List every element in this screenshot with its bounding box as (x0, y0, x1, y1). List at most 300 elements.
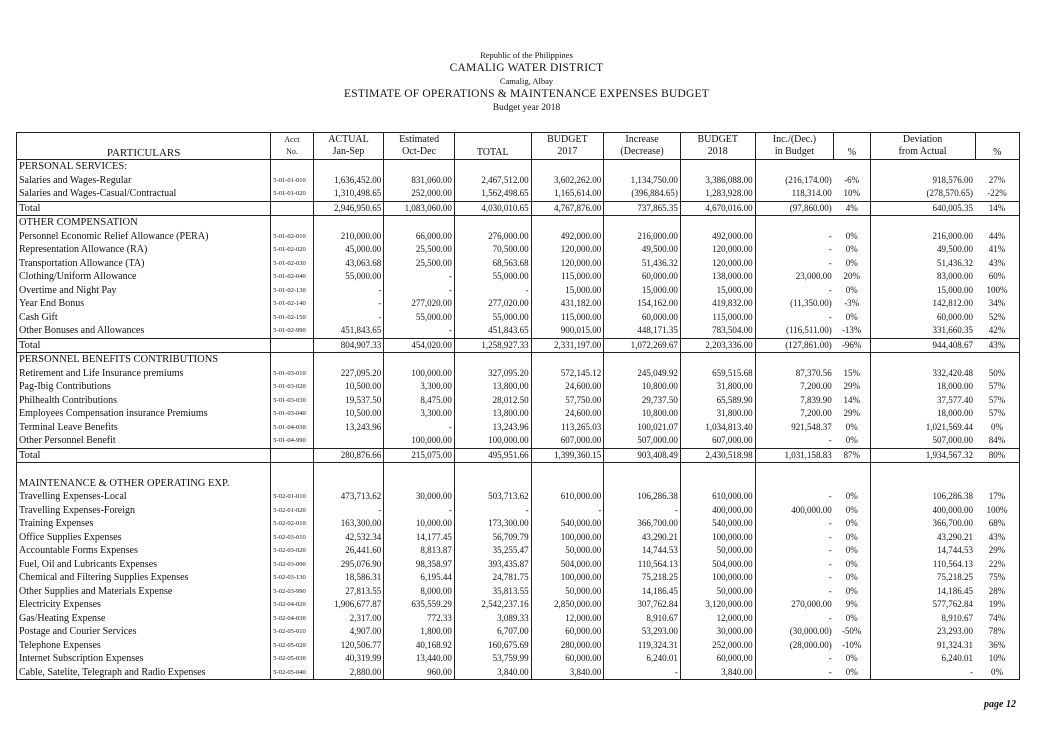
table-row (17, 284, 1020, 298)
pct2-cell: -22% (987, 188, 1007, 198)
table-row (17, 652, 1020, 666)
table-row (17, 174, 1020, 188)
estimated-cell (384, 477, 455, 491)
table-row (17, 434, 1020, 448)
table-row (17, 585, 1020, 599)
total-cell: 13,800.00 (454, 407, 531, 421)
estimated-cell: 55,000.00 (384, 311, 455, 325)
actual-cell: - (313, 297, 384, 311)
actual-cell: 27,813.55 (313, 585, 384, 599)
increase-cell: (396,884.65) (604, 187, 681, 201)
inc-dec-cell: (116,511.00) (785, 325, 832, 335)
pct-cell: 0% (834, 544, 870, 558)
increase-cell: 154,162.00 (604, 297, 681, 311)
pct2-cell: 75% (988, 572, 1006, 582)
deviation-cell: - (970, 666, 974, 677)
table-row (17, 490, 1020, 504)
pct2-cell: 19% (988, 599, 1006, 609)
budget-2017-cell: 1,165,614.00 (531, 187, 604, 201)
actual-cell (313, 160, 384, 174)
budget-2018-cell: 607,000.00 (680, 434, 755, 448)
inc-dec-cell: - (828, 311, 832, 322)
pct-cell: 15% (834, 367, 870, 381)
pct2-cell (975, 160, 1019, 174)
pct-cell: 0% (834, 531, 870, 545)
table-row (17, 367, 1020, 381)
deviation-cell: 366,700.00 (932, 518, 974, 528)
total-cell: 2,467,512.00 (454, 174, 531, 188)
deviation-cell: 75,218.25 (937, 572, 974, 582)
pct2-cell: 14% (975, 201, 1019, 216)
estimated-cell: 772.33 (384, 612, 455, 626)
budget-2018-cell: 419,832.00 (680, 297, 755, 311)
actual-cell: 26,441.60 (313, 544, 384, 558)
pct-cell (834, 463, 870, 477)
estimated-cell: 25,500.00 (384, 243, 455, 257)
budget-2017-cell: 610,000.00 (531, 490, 604, 504)
estimated-cell: 8,000.00 (384, 585, 455, 599)
table-row (17, 531, 1020, 545)
pct2-cell: 36% (988, 639, 1006, 650)
budget-2018-cell: 50,000.00 (680, 544, 755, 558)
document-title: ESTIMATE OF OPERATIONS & MAINTENANCE EXPENSES BUDGET (344, 88, 709, 100)
budget-2017-cell: 4,767,876.00 (531, 201, 604, 216)
inc-dec-cell: - (828, 666, 832, 677)
estimated-cell: 30,000.00 (384, 490, 455, 504)
particulars-cell: PERSONNEL BENEFITS CONTRIBUTIONS (17, 353, 271, 367)
pct2-cell: 60% (988, 271, 1006, 281)
actual-cell: - (313, 284, 384, 298)
total-cell: 393,435.87 (454, 558, 531, 572)
pct2-cell: 44% (988, 230, 1006, 241)
actual-cell: 55,000.00 (313, 270, 384, 284)
inc-dec-cell: - (828, 435, 832, 445)
inc-dec-cell: - (828, 491, 832, 501)
acct-cell: 5-01-03-030 (271, 394, 313, 408)
total-cell (454, 353, 531, 367)
actual-cell (313, 216, 384, 230)
pct2-cell: 34% (988, 298, 1006, 308)
deviation-cell: 331,660.35 (932, 325, 974, 335)
inc-dec-cell: - (828, 572, 832, 582)
table-row (17, 324, 1020, 338)
total-cell: 2,542,237.16 (454, 598, 531, 612)
total-cell: 53,759.99 (454, 652, 531, 666)
pct-cell: -6% (834, 174, 870, 188)
table-row (17, 380, 1020, 394)
estimated-cell: 252,000.00 (384, 187, 455, 201)
col-budget-2018: BUDGET 2018 (680, 133, 755, 160)
table-row (17, 598, 1020, 612)
inc-dec-cell: - (828, 558, 832, 569)
district-name: CAMALIG WATER DISTRICT (449, 62, 604, 74)
particulars-cell: Other Supplies and Materials Expense (17, 585, 271, 599)
budget-2018-cell: 2,203,336.00 (680, 338, 755, 353)
budget-2017-cell: 24,600.00 (531, 407, 604, 421)
total-cell (454, 477, 531, 491)
increase-cell (604, 160, 681, 174)
acct-cell: 5-02-03-020 (271, 544, 313, 558)
total-cell: 327,095.20 (454, 367, 531, 381)
inc-dec-cell (755, 463, 834, 477)
section-row (17, 353, 1020, 367)
actual-cell: 13,243.96 (313, 421, 384, 435)
deviation-cell: 216,000.00 (932, 230, 974, 241)
pct2-cell: 28% (988, 585, 1006, 596)
actual-cell: 10,500.00 (313, 407, 384, 421)
particulars-cell: Retirement and Life Insurance premiums (17, 367, 271, 381)
budget-2017-cell: 120,000.00 (531, 243, 604, 257)
pct-cell: 0% (834, 504, 870, 518)
particulars-cell: Total (17, 338, 271, 353)
budget-2018-cell: 138,000.00 (680, 270, 755, 284)
particulars-cell: Travelling Expenses-Foreign (17, 504, 271, 518)
budget-2018-cell: 4,670,016.00 (680, 201, 755, 216)
table-row (17, 243, 1020, 257)
acct-cell: 5-01-01-010 (271, 174, 313, 188)
budget-2017-cell: 280,000.00 (531, 639, 604, 653)
particulars-cell: Salaries and Wages-Casual/Contractual (17, 187, 271, 201)
actual-cell: 2,946,950.65 (313, 201, 384, 216)
increase-cell: 307,762.84 (604, 598, 681, 612)
acct-cell: 5-01-02-990 (271, 324, 313, 338)
particulars-cell: Cash Gift (17, 311, 271, 325)
pct-cell: 0% (834, 434, 870, 448)
deviation-cell: 944,408.67 (870, 338, 975, 353)
pct-cell: 0% (834, 230, 870, 244)
pct-cell: 0% (834, 490, 870, 504)
inc-dec-cell: 7,200.00 (800, 381, 832, 391)
inc-dec-cell: - (828, 230, 832, 241)
budget-2018-cell: 50,000.00 (680, 585, 755, 599)
budget-2018-cell: 120,000.00 (680, 243, 755, 257)
total-cell: - (454, 284, 531, 298)
inc-dec-cell: - (828, 244, 832, 254)
particulars-cell: PERSONAL SERVICES: (17, 160, 271, 174)
estimated-cell (384, 216, 455, 230)
acct-cell: 5-02-03-090 (271, 558, 313, 572)
pct2-cell: 84% (988, 435, 1006, 445)
budget-2018-cell: 65,589.90 (680, 394, 755, 408)
estimated-cell: 277,020.00 (384, 297, 455, 311)
deviation-cell: 577,762.84 (932, 599, 974, 609)
deviation-cell: 15,000.00 (937, 284, 974, 295)
pct2-cell: 43% (988, 257, 1006, 268)
budget-2017-cell: 115,000.00 (531, 270, 604, 284)
particulars-cell: Accountable Forms Expenses (17, 544, 271, 558)
actual-cell: 1,906,677.87 (313, 598, 384, 612)
col-increase: Increase (Decrease) (604, 133, 681, 160)
budget-2017-cell: 572,145.12 (531, 367, 604, 381)
pct2-cell: 41% (988, 244, 1006, 254)
pct2-cell: 27% (988, 174, 1006, 185)
budget-2017-cell: 504,000.00 (531, 558, 604, 572)
budget-2018-cell: 100,000.00 (680, 571, 755, 585)
total-cell: 495,951.66 (454, 448, 531, 463)
pct-cell: 0% (834, 585, 870, 599)
increase-cell: 507,000.00 (604, 434, 681, 448)
particulars-cell: Personnel Economic Relief Allowance (PERA) (17, 230, 271, 244)
particulars-cell: Telephone Expenses (17, 639, 271, 653)
actual-cell: 2,317.00 (313, 612, 384, 626)
pct-cell: -96% (834, 338, 870, 353)
budget-2018-cell (680, 463, 755, 477)
increase-cell (604, 216, 681, 230)
pct-cell: -10% (834, 639, 870, 653)
estimated-cell: 100,000.00 (384, 434, 455, 448)
pct-cell: 29% (834, 380, 870, 394)
pct2-cell: 100% (986, 504, 1008, 515)
pct-cell: 0% (834, 257, 870, 271)
total-cell: 160,675.69 (454, 639, 531, 653)
pct2-cell: 52% (988, 311, 1006, 322)
estimated-cell: - (384, 324, 455, 338)
acct-cell: 5-01-03-020 (271, 380, 313, 394)
col-acct: Acct No. (271, 133, 313, 160)
budget-2017-cell: 120,000.00 (531, 257, 604, 271)
total-cell: 173,300.00 (454, 517, 531, 531)
document-header (0, 50, 1053, 114)
budget-2017-cell: 2,331,197.00 (531, 338, 604, 353)
deviation-cell: 8,910.67 (941, 612, 974, 623)
total-cell: 35,255.47 (454, 544, 531, 558)
pct2-cell: 80% (975, 448, 1019, 463)
deviation-cell: 918,576.00 (932, 174, 974, 185)
budget-2018-cell: 610,000.00 (680, 490, 755, 504)
actual-cell: 280,876.66 (313, 448, 384, 463)
budget-2018-cell: 400,000.00 (680, 504, 755, 518)
actual-cell: 1,310,498.65 (313, 187, 384, 201)
actual-cell: 804,907.33 (313, 338, 384, 353)
inc-dec-cell: 1,031,158.83 (755, 448, 834, 463)
deviation-cell: 83,000.00 (937, 271, 974, 281)
budget-2017-cell: 1,399,360.15 (531, 448, 604, 463)
total-cell (454, 160, 531, 174)
particulars-cell: Cable, Satelite, Telegraph and Radio Expenses (17, 666, 271, 680)
acct-cell (271, 338, 313, 353)
acct-cell: 5-01-02-150 (271, 311, 313, 325)
inc-dec-cell: (11,350.00) (790, 298, 832, 308)
pct2-cell (975, 477, 1019, 491)
spacer-row (17, 463, 1020, 477)
particulars-cell: Salaries and Wages-Regular (17, 174, 271, 188)
acct-cell: 5-02-04-030 (271, 612, 313, 626)
particulars-cell: Transportation Allowance (TA) (17, 257, 271, 271)
acct-cell: 5-01-04-030 (271, 421, 313, 435)
particulars-cell: Other Personnel Benefit (17, 434, 271, 448)
increase-cell: 53,293.00 (604, 625, 681, 639)
inc-dec-cell (755, 160, 834, 174)
deviation-cell: 106,286.38 (932, 491, 974, 501)
total-cell: 276,000.00 (454, 230, 531, 244)
total-cell: 451,843.65 (454, 324, 531, 338)
table-row (17, 612, 1020, 626)
total-cell: - (454, 504, 531, 518)
table-row (17, 571, 1020, 585)
table-row (17, 187, 1020, 201)
acct-cell: 5-01-04-990 (271, 434, 313, 448)
pct2-cell (975, 353, 1019, 367)
budget-2017-cell: 50,000.00 (531, 544, 604, 558)
acct-cell: 5-01-02-040 (271, 270, 313, 284)
estimated-cell: - (384, 270, 455, 284)
acct-cell: 5-02-02-010 (271, 517, 313, 531)
total-cell: 13,243.96 (454, 421, 531, 435)
deviation-cell: 14,186.45 (937, 585, 974, 596)
pct-cell: 0% (834, 612, 870, 626)
acct-cell: 5-01-02-030 (271, 257, 313, 271)
deviation-cell: 37,577.40 (937, 394, 974, 405)
budget-2017-cell: 50,000.00 (531, 585, 604, 599)
budget-2017-cell: 3,840.00 (531, 666, 604, 680)
budget-2018-cell: 3,120,000.00 (680, 598, 755, 612)
inc-dec-cell: 921,548.37 (791, 421, 832, 432)
table-row (17, 407, 1020, 421)
increase-cell: 6,240.01 (604, 652, 681, 666)
increase-cell: 245,049.92 (604, 367, 681, 381)
increase-cell: 75,218.25 (604, 571, 681, 585)
acct-cell: 5-02-03-130 (271, 571, 313, 585)
acct-cell (271, 160, 313, 174)
budget-2018-cell: 2,430,518.98 (680, 448, 755, 463)
pct-cell: 4% (834, 201, 870, 216)
increase-cell: 448,171.35 (604, 324, 681, 338)
pct2-cell: 50% (988, 367, 1006, 378)
budget-2018-cell: 1,034,813.40 (680, 421, 755, 435)
budget-2017-cell (531, 160, 604, 174)
estimated-cell: 454,020.00 (384, 338, 455, 353)
acct-cell: 5-01-03-040 (271, 407, 313, 421)
table-row (17, 625, 1020, 639)
pct-cell (834, 477, 870, 491)
col-estimated: Estimated Oct-Dec (384, 133, 455, 160)
total-cell: 3,840.00 (454, 666, 531, 680)
deviation-cell: 142,812.00 (932, 298, 974, 308)
pct-cell: 29% (834, 407, 870, 421)
estimated-cell: 100,000.00 (384, 367, 455, 381)
increase-cell: 43,290.21 (604, 531, 681, 545)
republic-line: Republic of the Philippines (480, 50, 573, 60)
budget-2017-cell: 492,000.00 (531, 230, 604, 244)
inc-dec-cell (755, 477, 834, 491)
total-cell: 28,012.50 (454, 394, 531, 408)
deviation-cell (870, 477, 975, 491)
particulars-cell: OTHER COMPENSATION (17, 216, 271, 230)
budget-2017-cell: 12,000.00 (531, 612, 604, 626)
budget-2018-cell: 659,515.68 (680, 367, 755, 381)
col-deviation: Deviation from Actual (870, 133, 975, 160)
total-cell: 3,089.33 (454, 612, 531, 626)
pct-cell: -3% (834, 297, 870, 311)
budget-2018-cell: 504,000.00 (680, 558, 755, 572)
particulars-cell: Overtime and Night Pay (17, 284, 271, 298)
acct-cell: 5-01-03-010 (271, 367, 313, 381)
particulars-cell: Total (17, 448, 271, 463)
total-cell: 1,562,498.65 (454, 187, 531, 201)
deviation-cell: 60,000.00 (937, 311, 974, 322)
total-cell: 1,258,927.33 (454, 338, 531, 353)
deviation-cell: 400,000.00 (932, 504, 974, 515)
deviation-cell (870, 160, 975, 174)
table-row (17, 311, 1020, 325)
increase-cell: 60,000.00 (604, 270, 681, 284)
table-row (17, 504, 1020, 518)
pct-cell: 0% (834, 311, 870, 325)
estimated-cell: - (384, 421, 455, 435)
particulars-cell: Pag-Ibig Contributions (17, 380, 271, 394)
inc-dec-cell: - (828, 257, 832, 268)
budget-2018-cell: 115,000.00 (680, 311, 755, 325)
actual-cell (313, 477, 384, 491)
deviation-cell: 43,290.21 (937, 531, 974, 542)
budget-2017-cell (531, 463, 604, 477)
increase-cell: 29,737.50 (604, 394, 681, 408)
budget-2018-cell: 15,000.00 (680, 284, 755, 298)
increase-cell: 100,021.07 (604, 421, 681, 435)
deviation-cell: (278,570.65) (926, 188, 974, 198)
pct-cell (834, 353, 870, 367)
budget-2018-cell: 252,000.00 (680, 639, 755, 653)
actual-cell: 43,063.68 (313, 257, 384, 271)
budget-2018-cell (680, 353, 755, 367)
increase-cell: 51,436.32 (604, 257, 681, 271)
pct2-cell: 78% (988, 626, 1006, 636)
pct2-cell (975, 463, 1019, 477)
pct2-cell (975, 216, 1019, 230)
table-body (17, 160, 1020, 680)
estimated-cell: 98,358.97 (384, 558, 455, 572)
inc-dec-cell: - (828, 518, 832, 528)
document-subtitle: Budget year 2018 (492, 103, 561, 113)
budget-2017-cell: - (531, 504, 604, 518)
pct2-cell: 43% (988, 531, 1006, 542)
table-row (17, 230, 1020, 244)
acct-cell: 5-02-05-010 (271, 625, 313, 639)
total-cell: 70,500.00 (454, 243, 531, 257)
budget-2017-cell: 607,000.00 (531, 434, 604, 448)
increase-cell: 1,072,269.67 (604, 338, 681, 353)
increase-cell: 119,324.31 (604, 639, 681, 653)
total-cell: 68,563.68 (454, 257, 531, 271)
particulars-cell: Electricity Expenses (17, 598, 271, 612)
estimated-cell: 6,195.44 (384, 571, 455, 585)
particulars-cell: Fuel, Oil and Lubricants Expenses (17, 558, 271, 572)
actual-cell: 40,319.99 (313, 652, 384, 666)
col-budget-2017: BUDGET 2017 (531, 133, 604, 160)
pct-cell: 9% (834, 598, 870, 612)
particulars-cell: Philhealth Contributions (17, 394, 271, 408)
pct-cell: 0% (834, 652, 870, 666)
particulars-cell: Total (17, 201, 271, 216)
increase-cell: 737,865.35 (604, 201, 681, 216)
actual-cell: 163,300.00 (313, 517, 384, 531)
pct-cell: 0% (834, 571, 870, 585)
table-row (17, 558, 1020, 572)
inc-dec-cell: 7,839.90 (800, 394, 832, 405)
increase-cell: 110,564.13 (604, 558, 681, 572)
budget-2017-cell: 431,182.00 (531, 297, 604, 311)
particulars-cell: Office Supplies Expenses (17, 531, 271, 545)
budget-2018-cell: 492,000.00 (680, 230, 755, 244)
inc-dec-cell: (28,000.00) (789, 639, 832, 650)
estimated-cell: 831,060.00 (384, 174, 455, 188)
estimated-cell: 960.00 (384, 666, 455, 680)
budget-2018-cell (680, 160, 755, 174)
acct-cell (271, 463, 313, 477)
pct-cell: -13% (834, 324, 870, 338)
total-cell: 503,713.62 (454, 490, 531, 504)
inc-dec-cell (755, 353, 834, 367)
